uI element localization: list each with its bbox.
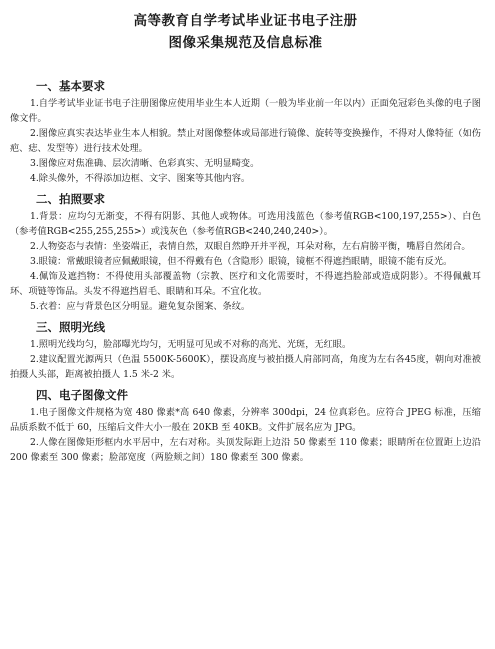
section-3	[10, 317, 481, 382]
section-paragraph: 1.自学考试毕业证书电子注册图像应使用毕业生本人近期（一般为毕业前一年以内）正面免冠彩色头像的电子图像文件。	[10, 98, 481, 124]
section-paragraph: 3.眼镜：常戴眼镜者应佩戴眼镜，但不得戴有色（含隐形）眼镜，镜框不得遮挡眼睛，眼镜不能有反光。	[30, 256, 453, 267]
section-paragraph: 2.建议配置光源两只（色温 5500K-5600K），摆设高度与被拍摄人肩部同高，角度为左右各45度，朝向对准被拍摄人头部，距离被拍摄人 1.5 米-2 米。	[10, 354, 481, 380]
document-title	[10, 10, 481, 54]
section-paragraph: 1.照明光线均匀，脸部曝光均匀，无明显可见或不对称的高光、光斑，无红眼。	[30, 339, 352, 350]
section-4	[10, 385, 481, 465]
section-paragraph: 2.人像在图像矩形框内水平居中，左右对称。头顶发际距上边沿 50 像素至 110 像素；眼睛所在位置距上边沿 200 像素至 300 像素；脸部宽度（两脸颊之间）180 像素至 300 像素。	[10, 437, 481, 463]
section-paragraph: 2.图像应真实表达毕业生本人相貌。禁止对图像整体或局部进行镜像、旋转等变换操作，不得对人像特征（如伤疤、痣、发型等）进行技术处理。	[10, 128, 481, 154]
section-paragraph: 5.衣着：应与背景色区分明显。避免复杂图案、条纹。	[30, 301, 251, 312]
title-line-2: 图像采集规范及信息标准	[168, 35, 323, 51]
section-paragraph: 4.佩饰及遮挡物：不得使用头部覆盖物（宗教、医疗和文化需要时，不得遮挡脸部或造成阴影）。不得佩戴耳环、项链等饰品。头发不得遮挡眉毛、眼睛和耳朵。不宜化妆。	[10, 271, 481, 297]
section-1	[10, 76, 481, 186]
section-paragraph: 1.电子图像文件规格为宽 480 像素*高 640 像素，分辨率 300dpi，24 位真彩色。应符合 JPEG 标准，压缩品质系数不低于 60，压缩后文件大小一般在 20KB 至 40KB。文件扩展名应为 JPG。	[10, 407, 481, 433]
section-heading: 一、基本要求	[36, 79, 105, 93]
document-body	[10, 76, 481, 465]
section-heading: 四、电子图像文件	[36, 388, 128, 402]
section-heading: 二、拍照要求	[36, 192, 105, 206]
section-2	[10, 189, 481, 314]
title-line-1: 高等教育自学考试毕业证书电子注册	[133, 13, 358, 29]
section-paragraph: 1.背景：应均匀无渐变，不得有阴影、其他人或物体。可选用浅蓝色（参考值RGB<100,197,255>）、白色（参考值RGB<255,255,255>）或浅灰色（参考值RGB<240,240,240>）。	[10, 211, 481, 237]
section-paragraph: 3.图像应对焦准确、层次清晰、色彩真实、无明显畸变。	[30, 158, 260, 169]
section-paragraph: 4.除头像外，不得添加边框、文字、图案等其他内容。	[30, 173, 251, 184]
section-paragraph: 2.人物姿态与表情：坐姿端正，表情自然，双眼自然睁开并平视，耳朵对称，左右肩膀平衡，嘴唇自然闭合。	[30, 241, 471, 252]
section-heading: 三、照明光线	[36, 320, 105, 334]
